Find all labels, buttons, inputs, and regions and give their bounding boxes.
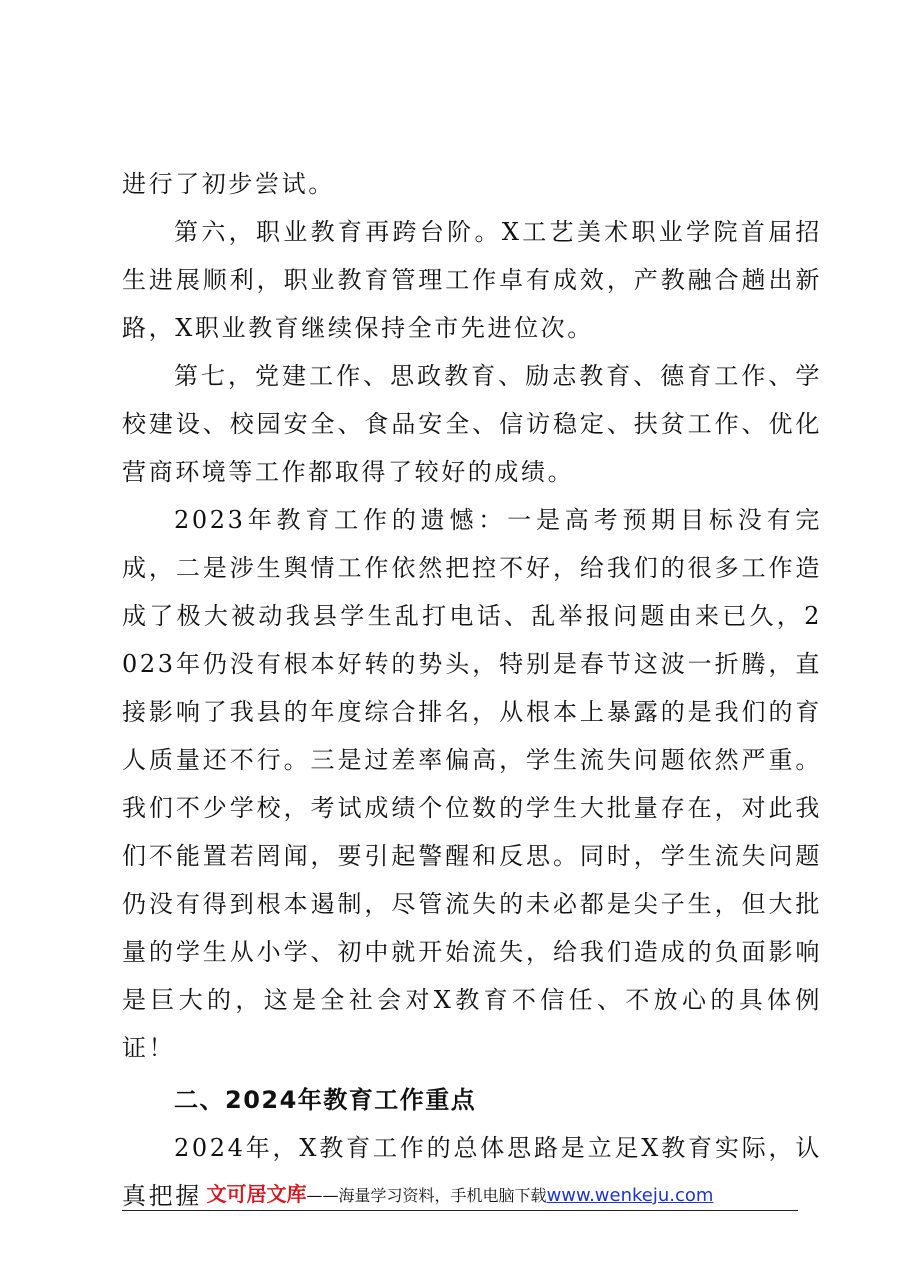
page-footer — [122, 1178, 798, 1212]
footer-slogan: ——海量学习资料，手机电脑下载 — [306, 1186, 547, 1205]
paragraph-overall-approach: 2024年，X教育工作的总体思路是立足X教育实际，认真把握 — [122, 1134, 822, 1210]
paragraph-continuation: 进行了初步尝试。 — [122, 170, 335, 198]
footer-link[interactable]: www.wenkeju.com — [546, 1185, 714, 1206]
paragraph-item-six: 第六，职业教育再跨台阶。X工艺美术职业学院首届招生进展顺利，职业教育管理工作卓有成效，产教融合趟出新路，X职业教育继续保持全市先进位次。 — [122, 218, 822, 342]
section-heading: 二、2024年教育工作重点 — [174, 1086, 477, 1114]
document-body — [122, 160, 822, 1220]
paragraph-item-seven: 第七，党建工作、思政教育、励志教育、德育工作、学校建设、校园安全、食品安全、信访稳定、扶贫工作、优化营商环境等工作都取得了较好的成绩。 — [122, 362, 822, 486]
footer-brand: 文可居文库 — [206, 1182, 307, 1206]
paragraph-regrets: 2023年教育工作的遗憾：一是高考预期目标没有完成，二是涉生舆情工作依然把控不好，给我们的很多工作造成了极大被动我县学生乱打电话、乱举报问题由来已久，2023年仍没有根本好转的势头，特别是春节这波一折腾，直接影响了我县的年度综合排名，从根本上暴露的是我们的育人质量还不行。三是过差率偏高，学生流失问题依然严重。我们不少学校，考试成绩个位数的学生大批量存在，对此我们不能置若罔闻，要引起警醒和反思。同时，学生流失问题仍没有得到根本遏制，尽管流失的未必都是尖子生，但大批量的学生从小学、初中就开始流失，给我们造成的负面影响是巨大的，这是全社会对X教育不信任、不放心的具体例证！ — [122, 506, 822, 1062]
footer-divider — [122, 1210, 798, 1211]
